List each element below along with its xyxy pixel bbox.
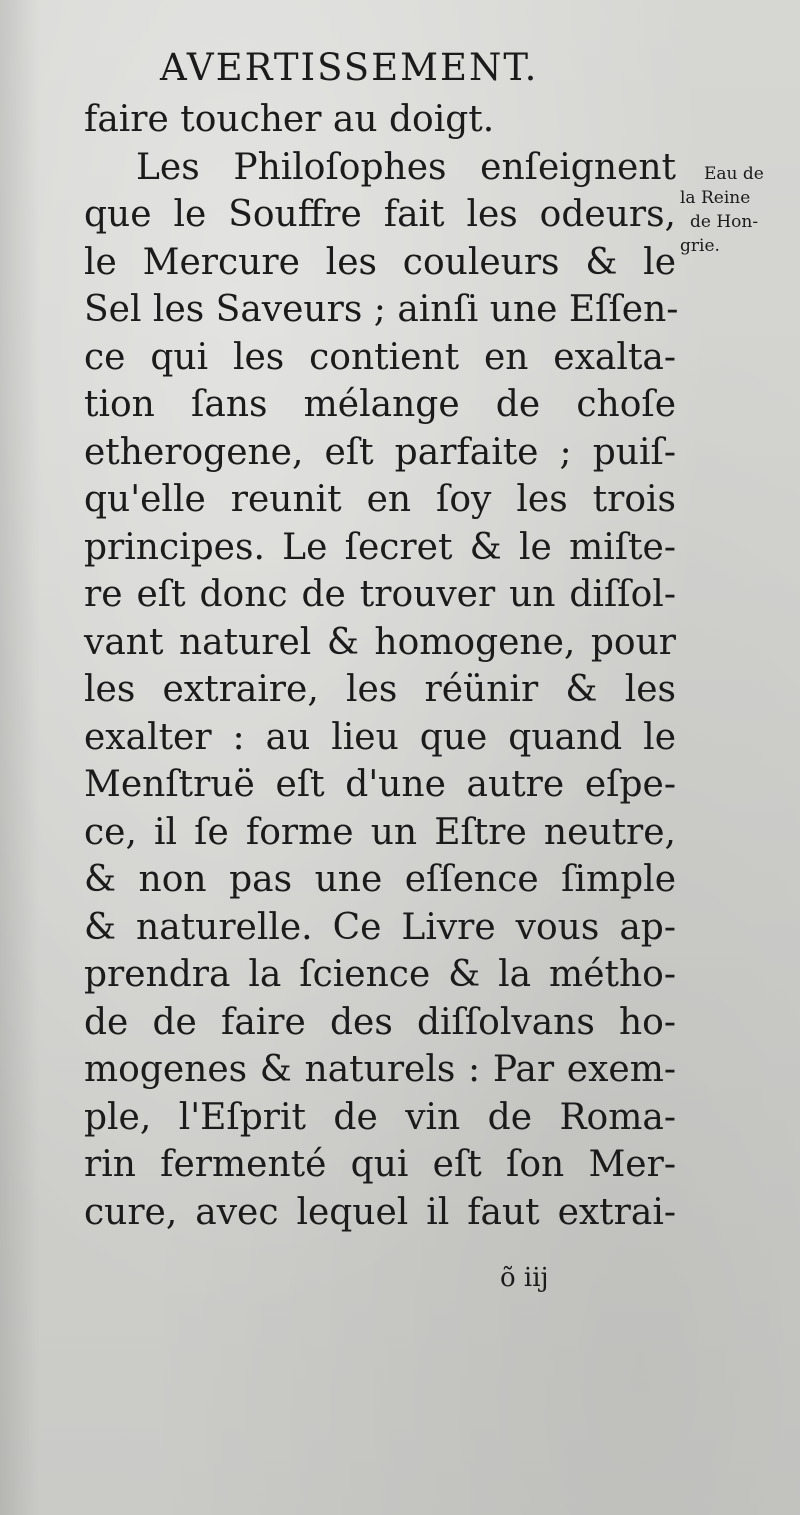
margin-note-line: la Reine <box>680 188 751 208</box>
margin-note-line: de Hon- <box>690 212 759 232</box>
signature-mark: õ iij <box>500 1263 549 1293</box>
text-line: tion ſans mélange de choſe <box>84 384 676 425</box>
body-text <box>84 96 679 1236</box>
text-line: prendra la ſcience & la métho- <box>84 954 676 995</box>
text-line: principes. Le ſecret & le miſte- <box>84 526 676 568</box>
text-line: ce qui les contient en exalta- <box>84 336 676 378</box>
text-line: Les Philoſophes enſeignent <box>136 146 676 188</box>
margin-note-line: grie. <box>680 236 720 256</box>
text-line: que le Souffre fait les odeurs, <box>84 194 676 235</box>
text-line: ce, il ſe forme un Eſtre neutre, <box>84 811 676 853</box>
text-line: etherogene, eſt parfaite ; puiſ- <box>84 431 676 473</box>
margin-note <box>680 162 792 258</box>
text-line: vant naturel & homogene, pour <box>84 621 676 663</box>
text-line: re eſt donc de trouver un diſſol- <box>84 574 676 615</box>
text-line: mogenes & naturels : Par exem- <box>84 1049 676 1090</box>
page-edge-shadow <box>0 0 40 1515</box>
text-line: & non pas une eſſence ſimple <box>84 859 676 900</box>
text-line: Sel les Saveurs ; ainſi une Eſſen- <box>84 289 679 330</box>
text-line: rin fermenté qui eſt ſon Mer- <box>84 1144 676 1185</box>
margin-note-line: Eau de <box>704 164 764 184</box>
running-head: AVERTISSEMENT. <box>160 46 539 89</box>
text-line: qu'elle reunit en ſoy les trois <box>84 479 676 520</box>
text-line: cure, avec lequel il faut extrai- <box>84 1191 676 1233</box>
text-line: de de faire des diſſolvans ho- <box>84 1001 676 1043</box>
text-line: le Mercure les couleurs & le <box>84 241 676 283</box>
text-line: faire toucher au doigt. <box>84 99 495 140</box>
text-line: Menſtruë eſt d'une autre eſpe- <box>84 764 676 805</box>
text-line: les extraire, les réünir & les <box>84 669 676 710</box>
text-line: & naturelle. Ce Livre vous ap- <box>84 906 676 948</box>
text-line: ple, l'Eſprit de vin de Roma- <box>84 1096 676 1138</box>
text-line: exalter : au lieu que quand le <box>84 716 676 758</box>
